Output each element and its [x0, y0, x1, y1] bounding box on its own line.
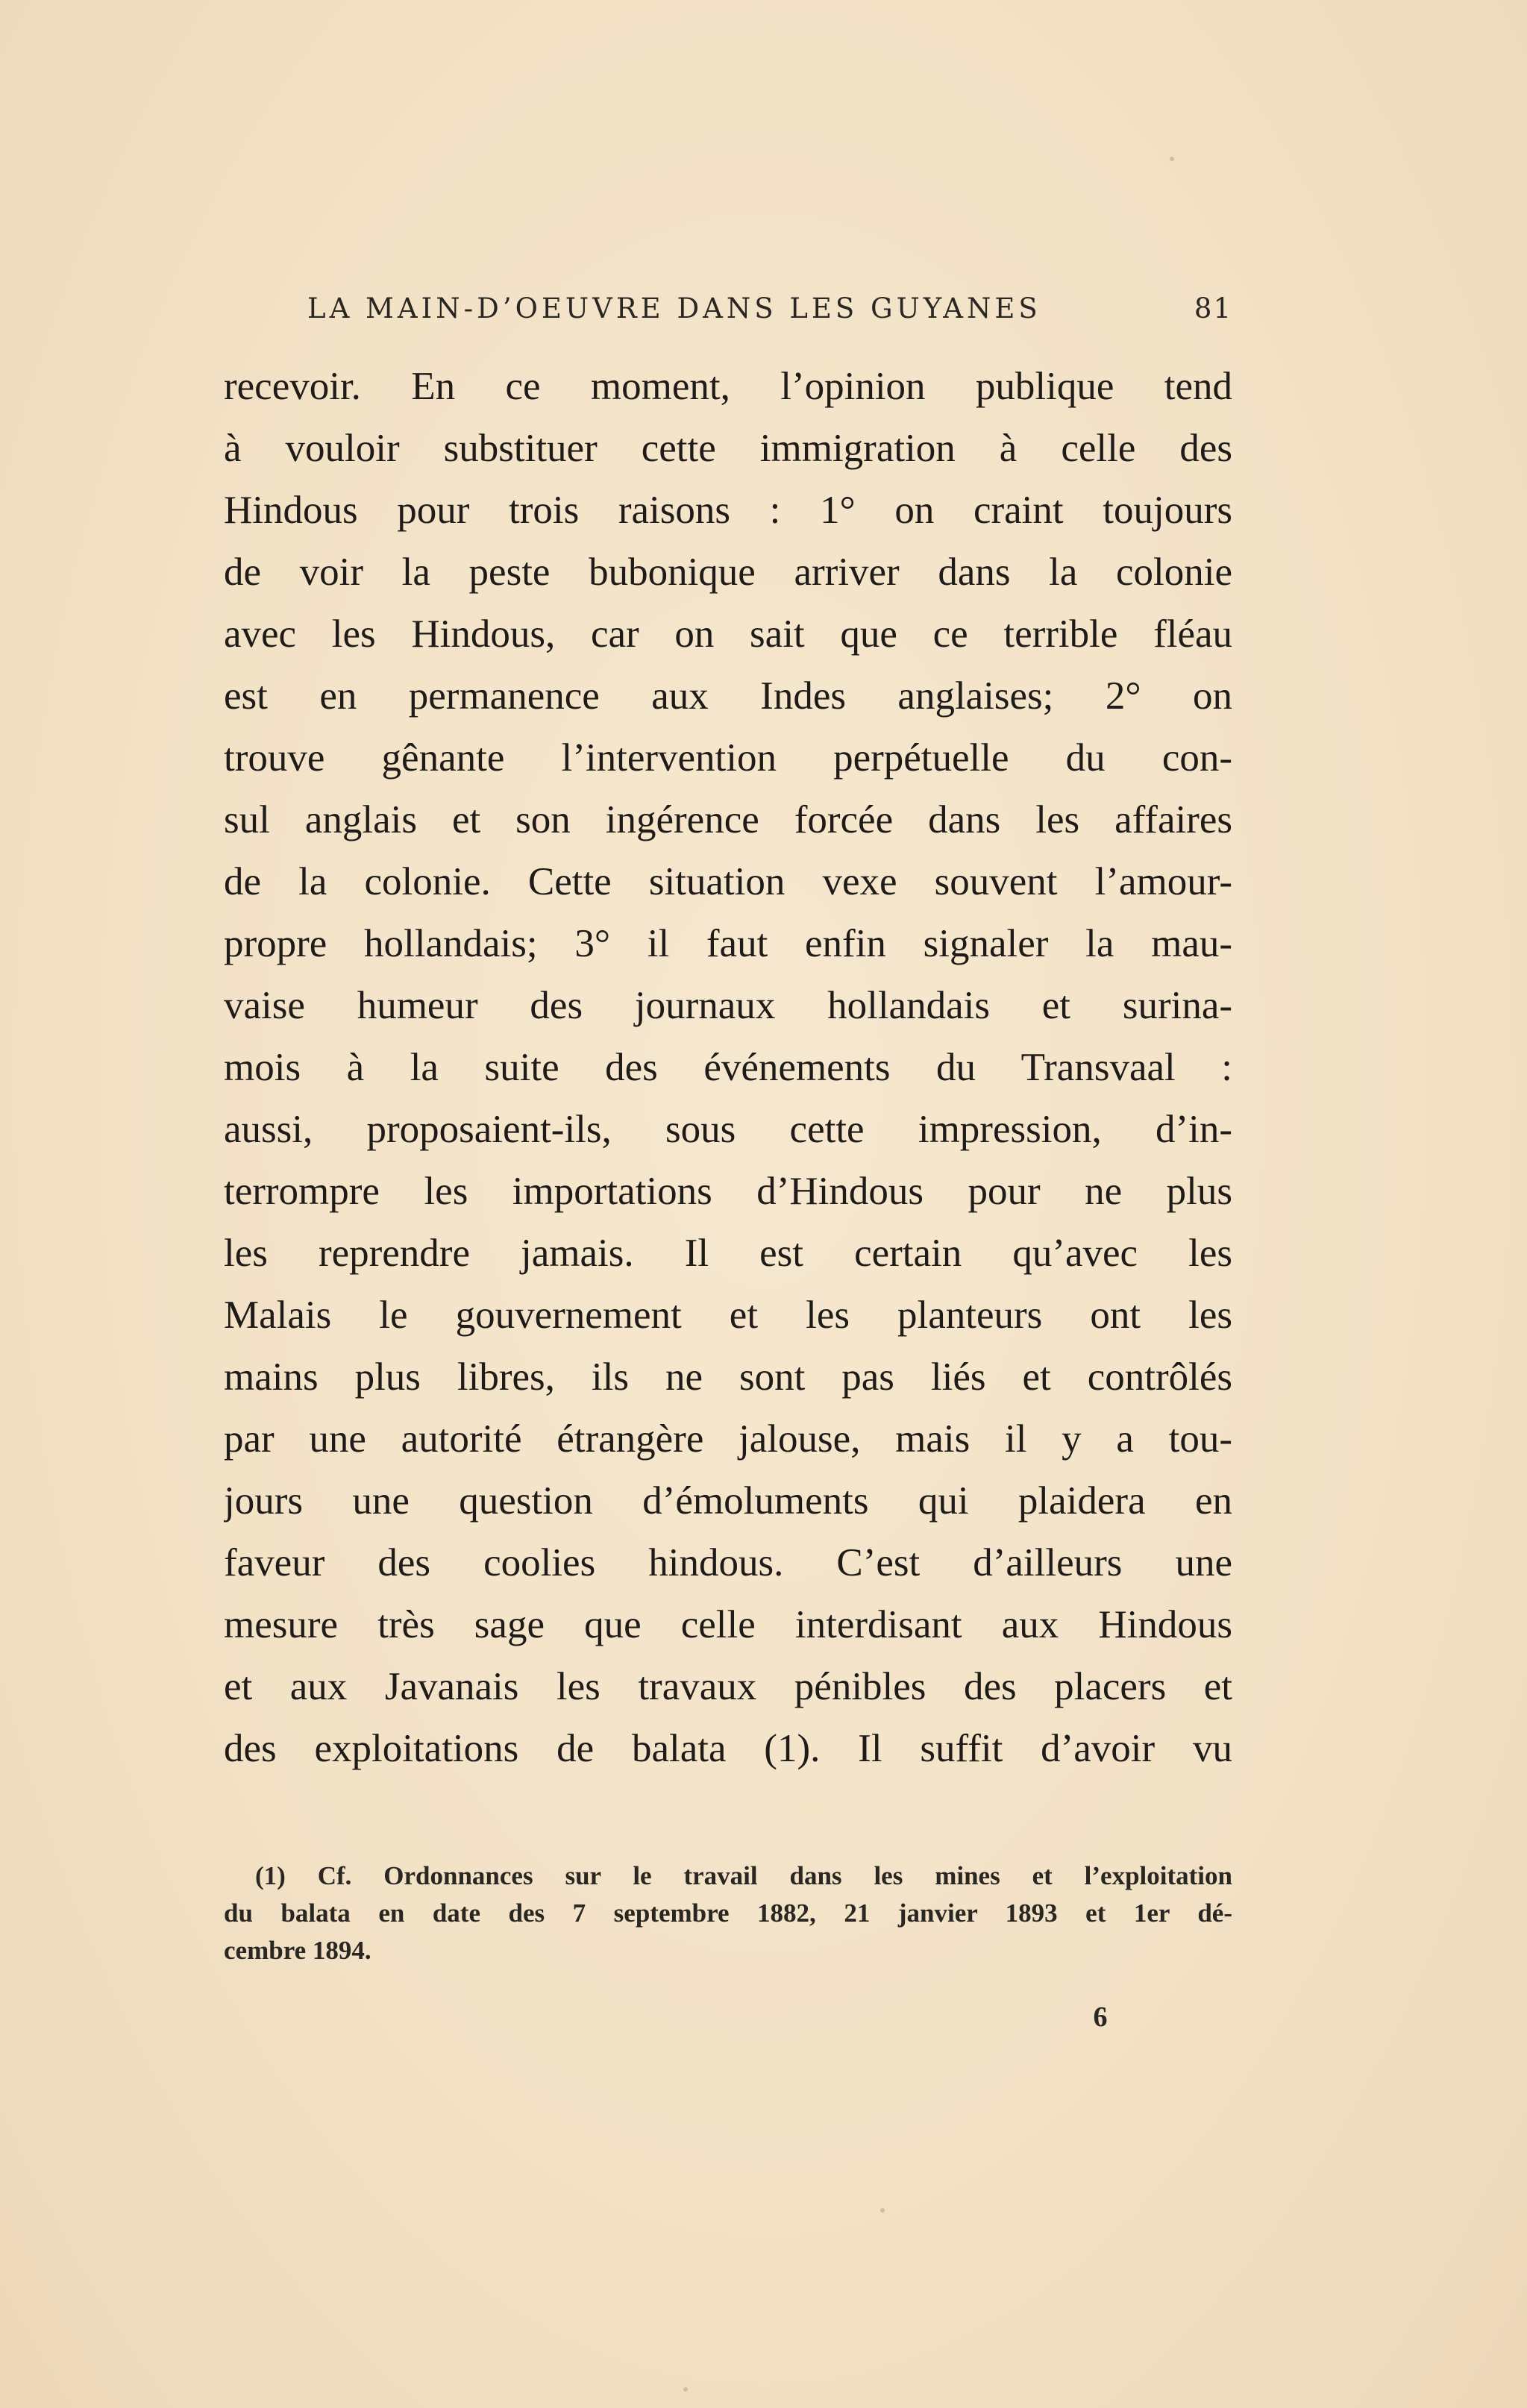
text-line: vaise humeur des journaux hollandais et surina- — [224, 984, 1232, 1027]
main-text — [224, 356, 1232, 1780]
text-line: mains plus libres, ils ne sont pas liés et contrôlés — [224, 1355, 1232, 1399]
signature-mark: 6 — [1093, 2001, 1108, 2033]
footnote-line: cembre 1894. — [224, 1936, 371, 1965]
text-line: propre hollandais; 3° il faut enfin signaler la mau- — [224, 922, 1232, 965]
text-line: jours une question d’émoluments qui plaidera en — [224, 1479, 1232, 1523]
text-line: de la colonie. Cette situation vexe souvent l’amour- — [224, 860, 1232, 903]
footnote-line: (1) Cf. Ordonnances sur le travail dans les mines et l’exploitation — [255, 1861, 1232, 1890]
paper-speck — [683, 2387, 688, 2392]
page-number: 81 — [1194, 292, 1232, 324]
text-line: aussi, proposaient-ils, sous cette impression, d’in- — [224, 1108, 1232, 1151]
text-line: sul anglais et son ingérence forcée dans les affaires — [224, 798, 1232, 841]
text-line: avec les Hindous, car on sait que ce terrible fléau — [224, 612, 1232, 656]
text-line: faveur des coolies hindous. C’est d’ailleurs une — [224, 1541, 1232, 1584]
text-line: est en permanence aux Indes anglaises; 2° on — [224, 674, 1232, 718]
text-line: de voir la peste bubonique arriver dans la colonie — [224, 551, 1232, 594]
text-line: trouve gênante l’intervention perpétuelle du con- — [224, 736, 1232, 780]
text-line: mesure très sage que celle interdisant aux Hindous — [224, 1603, 1232, 1646]
running-header — [307, 292, 1232, 337]
footnote — [224, 1857, 1232, 1969]
text-line: Hindous pour trois raisons : 1° on craint toujours — [224, 489, 1232, 532]
text-line: mois à la suite des événements du Transvaal : — [224, 1046, 1232, 1089]
text-line: recevoir. En ce moment, l’opinion publique tend — [224, 365, 1232, 408]
text-line: à vouloir substituer cette immigration à celle des — [224, 427, 1232, 470]
footnote-line: du balata en date des 7 septembre 1882, 21 janvier 1893 et 1er dé- — [224, 1899, 1232, 1928]
text-line: et aux Javanais les travaux pénibles des placers et — [224, 1665, 1232, 1708]
paper-speck — [1170, 157, 1174, 161]
paper-speck — [880, 2208, 885, 2213]
text-line: par une autorité étrangère jalouse, mais il y a tou- — [224, 1417, 1232, 1461]
text-line: terrompre les importations d’Hindous pour ne plus — [224, 1170, 1232, 1213]
text-line: les reprendre jamais. Il est certain qu’avec les — [224, 1232, 1232, 1275]
text-line: des exploitations de balata (1). Il suffit d’avoir vu — [224, 1727, 1232, 1770]
running-title: LA MAIN-D’OEUVRE DANS LES GUYANES — [307, 292, 1041, 324]
text-line: Malais le gouvernement et les planteurs ont les — [224, 1294, 1232, 1337]
